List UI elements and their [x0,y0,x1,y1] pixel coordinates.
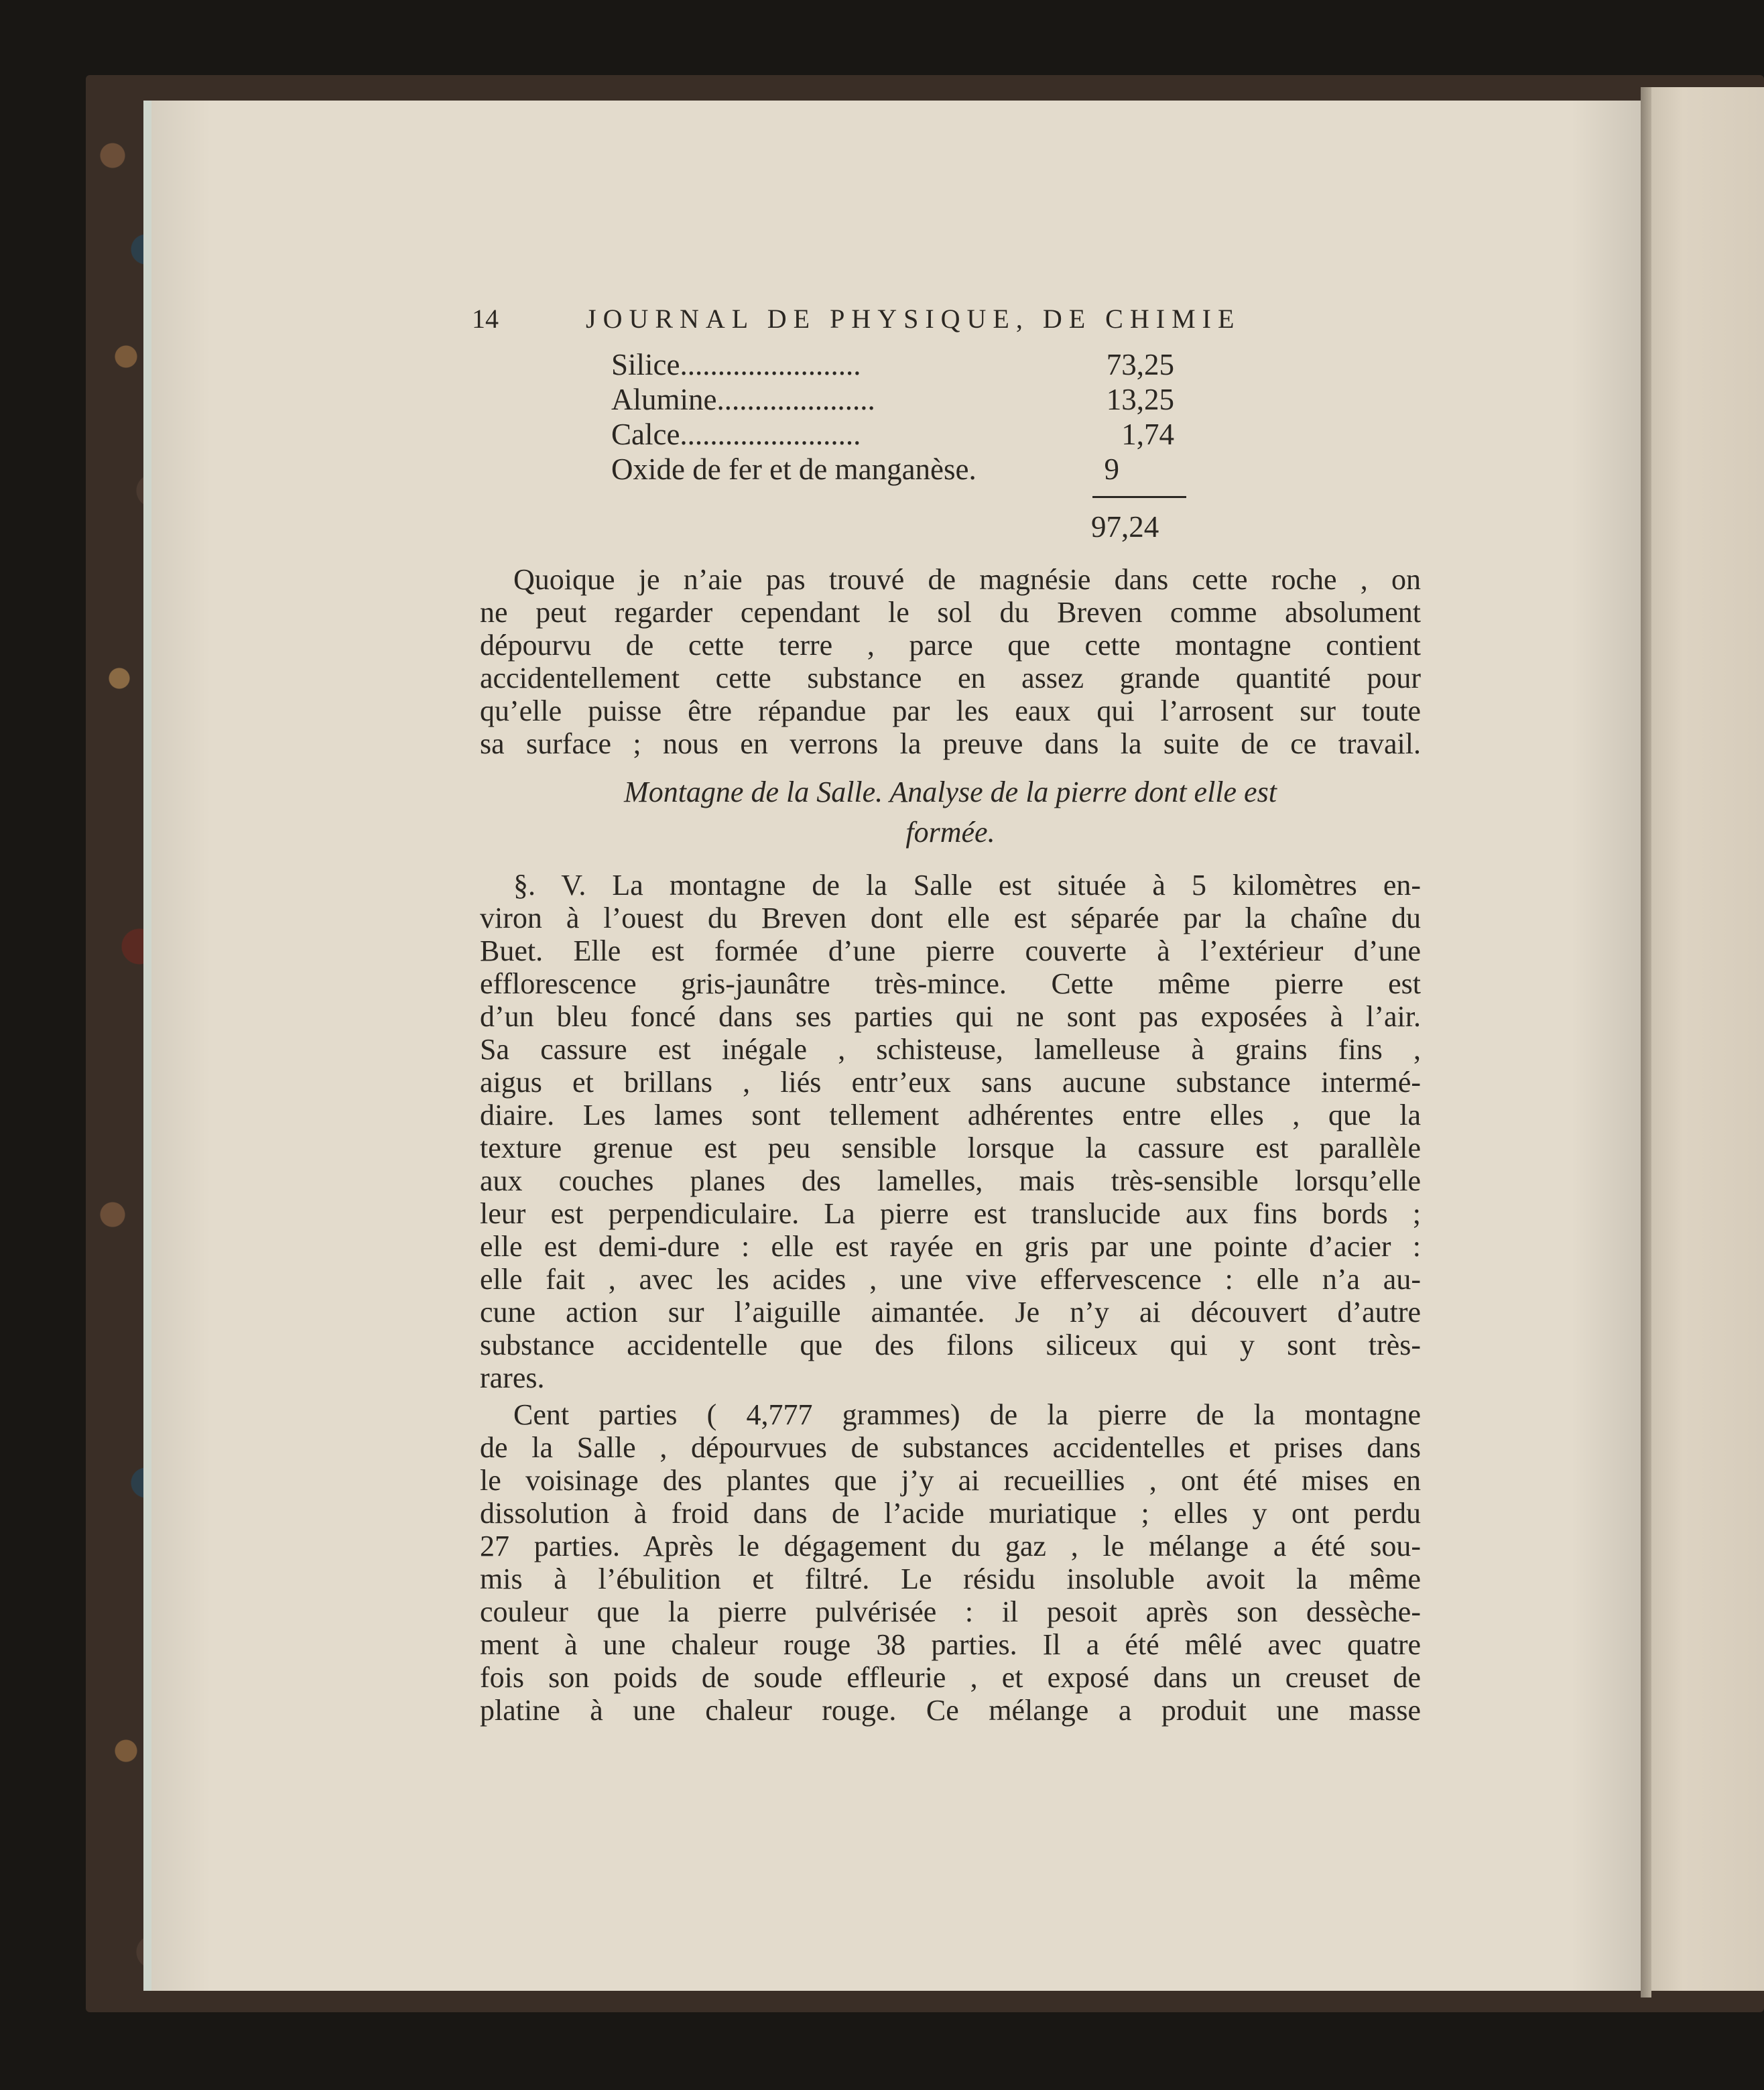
page-gutter [1641,87,1651,1997]
text-line: ne peut regarder cependant le sol du Breven comme absolument [480,596,1421,629]
table-row [611,417,1174,454]
text-line: leur est perpendiculaire. La pierre est translucide aux fins bords ; [480,1197,1421,1230]
text-line: aux couches planes des lamelles, mais très-sensible lorsqu’elle [480,1164,1421,1197]
table-row-value: 9 [1104,452,1119,486]
section-heading-line: Montagne de la Salle. Analyse de la pierre dont elle est [624,776,1277,808]
table-row [611,452,1174,489]
text-line: sa surface ; nous en verrons la preuve dans la suite de ce travail. [480,727,1421,760]
paragraph-analysis [480,1398,1421,1727]
text-line: viron à l’ouest du Breven dont elle est séparée par la chaîne du [480,902,1421,934]
text-line: aigus et brillans , liés entr’eux sans aucune substance intermé- [480,1066,1421,1099]
paragraph-magnesie [480,563,1421,760]
text-line: dissolution à froid dans de l’acide muriatique ; elles y ont perdu [480,1497,1421,1530]
text-line: le voisinage des plantes que j’y ai recueillies , ont été mises en [480,1464,1421,1497]
text-line: elle fait , avec les acides , une vive effervescence : elle n’a au- [480,1263,1421,1296]
text-line: Cent parties ( 4,777 grammes) de la pierre de la montagne [513,1398,1421,1431]
table-row-label: Alumine..................... [611,383,875,416]
page-number: 14 [472,304,499,334]
text-line: substance accidentelle que des filons siliceux qui y sont très- [480,1329,1421,1361]
text-line: Quoique je n’aie pas trouvé de magnésie dans cette roche , on [513,563,1421,596]
text-line: Sa cassure est inégale , schisteuse, lamelleuse à grains fins , [480,1033,1421,1066]
table-row [611,347,1174,385]
text-line: efflorescence gris-jaunâtre très-mince. Cette même pierre est [480,967,1421,1000]
text-line: elle est demi-dure : elle est rayée en gris par une pointe d’acier : [480,1230,1421,1263]
text-line: §. V. La montagne de la Salle est située à 5 kilomètres en- [513,869,1421,902]
next-page-edge [1649,87,1764,1991]
text-line: fois son poids de soude effleurie , et exposé dans un creuset de [480,1661,1421,1694]
text-line: de la Salle , dépourvues de substances accidentelles et prises dans [480,1431,1421,1464]
table-total: 97,24 [1091,510,1159,544]
text-line: Buet. Elle est formée d’une pierre couverte à l’extérieur d’une [480,934,1421,967]
table-row-label: Calce........................ [611,418,861,451]
table-row-label: Silice........................ [611,348,861,381]
text-line: ment à une chaleur rouge 38 parties. Il a été mêlé avec quatre [480,1628,1421,1661]
text-line: accidentellement cette substance en assez grande quantité pour [480,662,1421,694]
text-line: mis à l’ébulition et filtré. Le résidu insoluble avoit la même [480,1562,1421,1595]
text-line: couleur que la pierre pulvérisée : il pesoit après son dessèche- [480,1595,1421,1628]
paragraph-section-v [480,869,1421,1394]
table-row-value: 1,74 [1121,418,1174,451]
text-line: diaire. Les lames sont tellement adhérentes entre elles , que la [480,1099,1421,1131]
section-heading [480,772,1421,853]
text-line: platine à une chaleur rouge. Ce mélange a produit une masse [480,1694,1421,1727]
text-line: d’un bleu foncé dans ses parties qui ne sont pas exposées à l’air. [480,1000,1421,1033]
text-line: cune action sur l’aiguille aimantée. Je n’y ai découvert d’autre [480,1296,1421,1329]
table-row-value: 13,25 [1106,383,1174,416]
text-line: qu’elle puisse être répandue par les eaux qui l’arrosent sur toute [480,694,1421,727]
text-line: 27 parties. Après le dégagement du gaz , le mélange a été sou- [480,1530,1421,1562]
running-title: JOURNAL DE PHYSIQUE, DE CHIMIE [586,304,1241,334]
table-row-value: 73,25 [1106,348,1174,381]
text-line: rares. [480,1361,545,1394]
table-row [611,382,1174,420]
table-row-label: Oxide de fer et de manganèse. [611,452,976,486]
section-heading-line: formée. [905,816,995,849]
total-rule [1092,496,1186,498]
text-line: texture grenue est peu sensible lorsque la cassure est parallèle [480,1131,1421,1164]
text-line: dépourvu de cette terre , parce que cette montagne contient [480,629,1421,662]
